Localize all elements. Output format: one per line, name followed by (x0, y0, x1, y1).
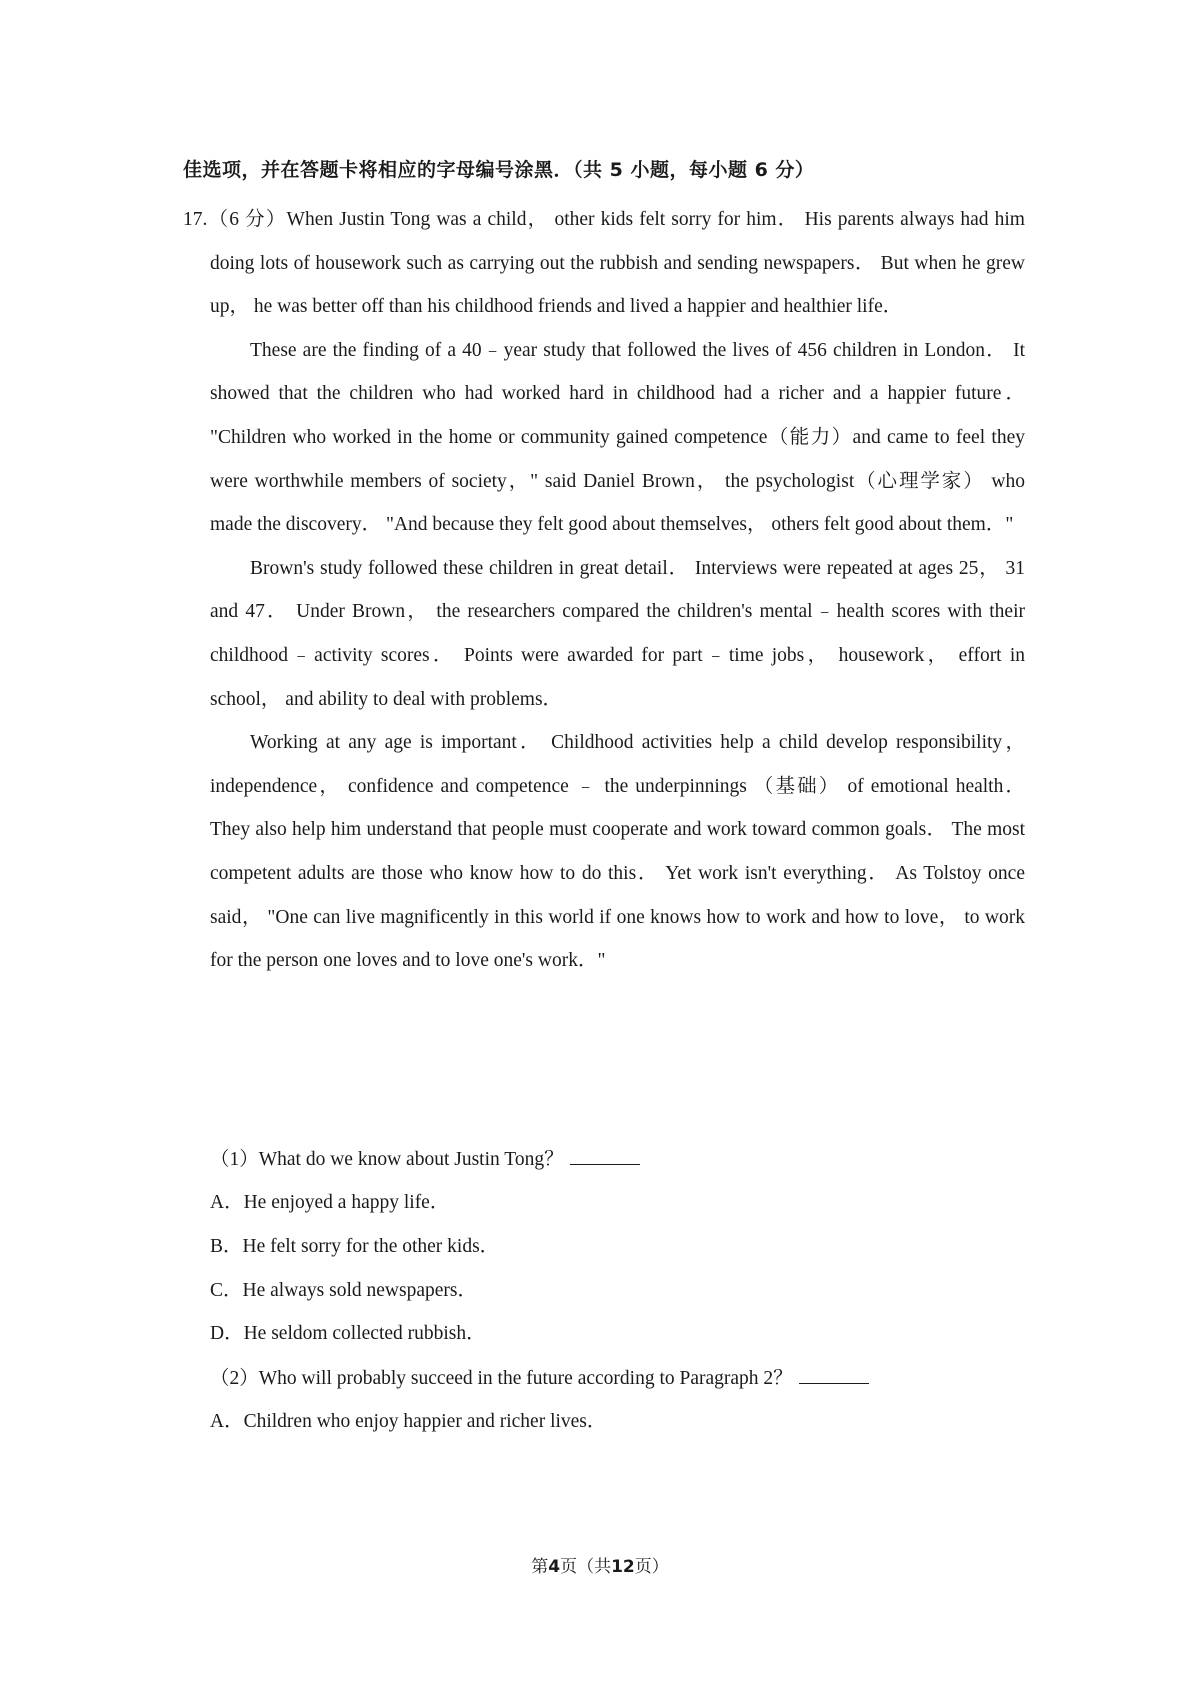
paragraph-4: Working at any age is important． Childhood activities help a child develop responsibility， independence， confidence and competence ﹣ the underpinnings （基础） of emotional health． They also help him understand that people must cooperate and work toward common goals． The most competent adults are those who know how to do this． Yet work isn't everything． As Tolstoy once said， "One can live magnificently in this world if one knows how to work and how to love， to work for the person one loves and to love one's work．" (210, 732, 1025, 972)
subquestion-2 (210, 1366, 869, 1391)
page-footer (0, 1552, 1200, 1577)
subquestion-1 (210, 1147, 640, 1172)
paragraph-1 (183, 198, 1025, 329)
question-number: 17.（6 分） (183, 209, 287, 230)
option-2a: A．Children who enjoy happier and richer lives． (210, 1411, 607, 1432)
answer-blank[interactable] (570, 1147, 640, 1165)
paragraph-1-text: When Justin Tong was a child， other kids felt sorry for him． His parents always had him doing lots of housework such as carrying out the rubbish and sending newspapers． But when he grew up， he was better off than his childhood friends and lived a happier and healthier life． (210, 209, 1025, 318)
footer-suffix: 页） (634, 1557, 669, 1577)
option-1a: A．He enjoyed a happy life． (210, 1192, 450, 1213)
subquestion-1-prompt: （1）What do we know about Justin Tong？ (210, 1149, 564, 1170)
page-number: 4 (548, 1557, 561, 1577)
option-1c: C．He always sold newspapers． (210, 1280, 477, 1301)
footer-prefix: 第 (531, 1557, 549, 1577)
option-1b: B．He felt sorry for the other kids． (210, 1236, 500, 1257)
answer-blank[interactable] (799, 1366, 869, 1384)
option-1d: D．He seldom collected rubbish． (210, 1323, 486, 1344)
footer-middle: 页（共 (560, 1557, 612, 1577)
question-17 (183, 198, 1025, 983)
paragraph-2: These are the finding of a 40﹣year study that followed the lives of 456 children in London． It showed that the children who had worked hard in childhood had a richer and a happier future． "Children who worked in the home or community gained competence（能力）and came to feel they were worthwhile members of society，" said Daniel Brown， the psychologist（心理学家） who made the discovery． "And because they felt good about themselves， others felt good about them．" (210, 339, 1025, 536)
paragraph-3: Brown's study followed these children in great detail． Interviews were repeated at ages 25， 31 and 47． Under Brown， the researchers compared the children's mental﹣health scores with their childhood﹣activity scores． Points were awarded for part﹣time jobs， housework， effort in school， and ability to deal with problems． (210, 557, 1025, 710)
page-total: 12 (611, 1557, 635, 1577)
subquestion-2-prompt: （2）Who will probably succeed in the future according to Paragraph 2？ (210, 1368, 793, 1389)
section-instruction: 佳选项，并在答题卡将相应的字母编号涂黑．（共 5 小题，每小题 6 分） (183, 159, 815, 181)
